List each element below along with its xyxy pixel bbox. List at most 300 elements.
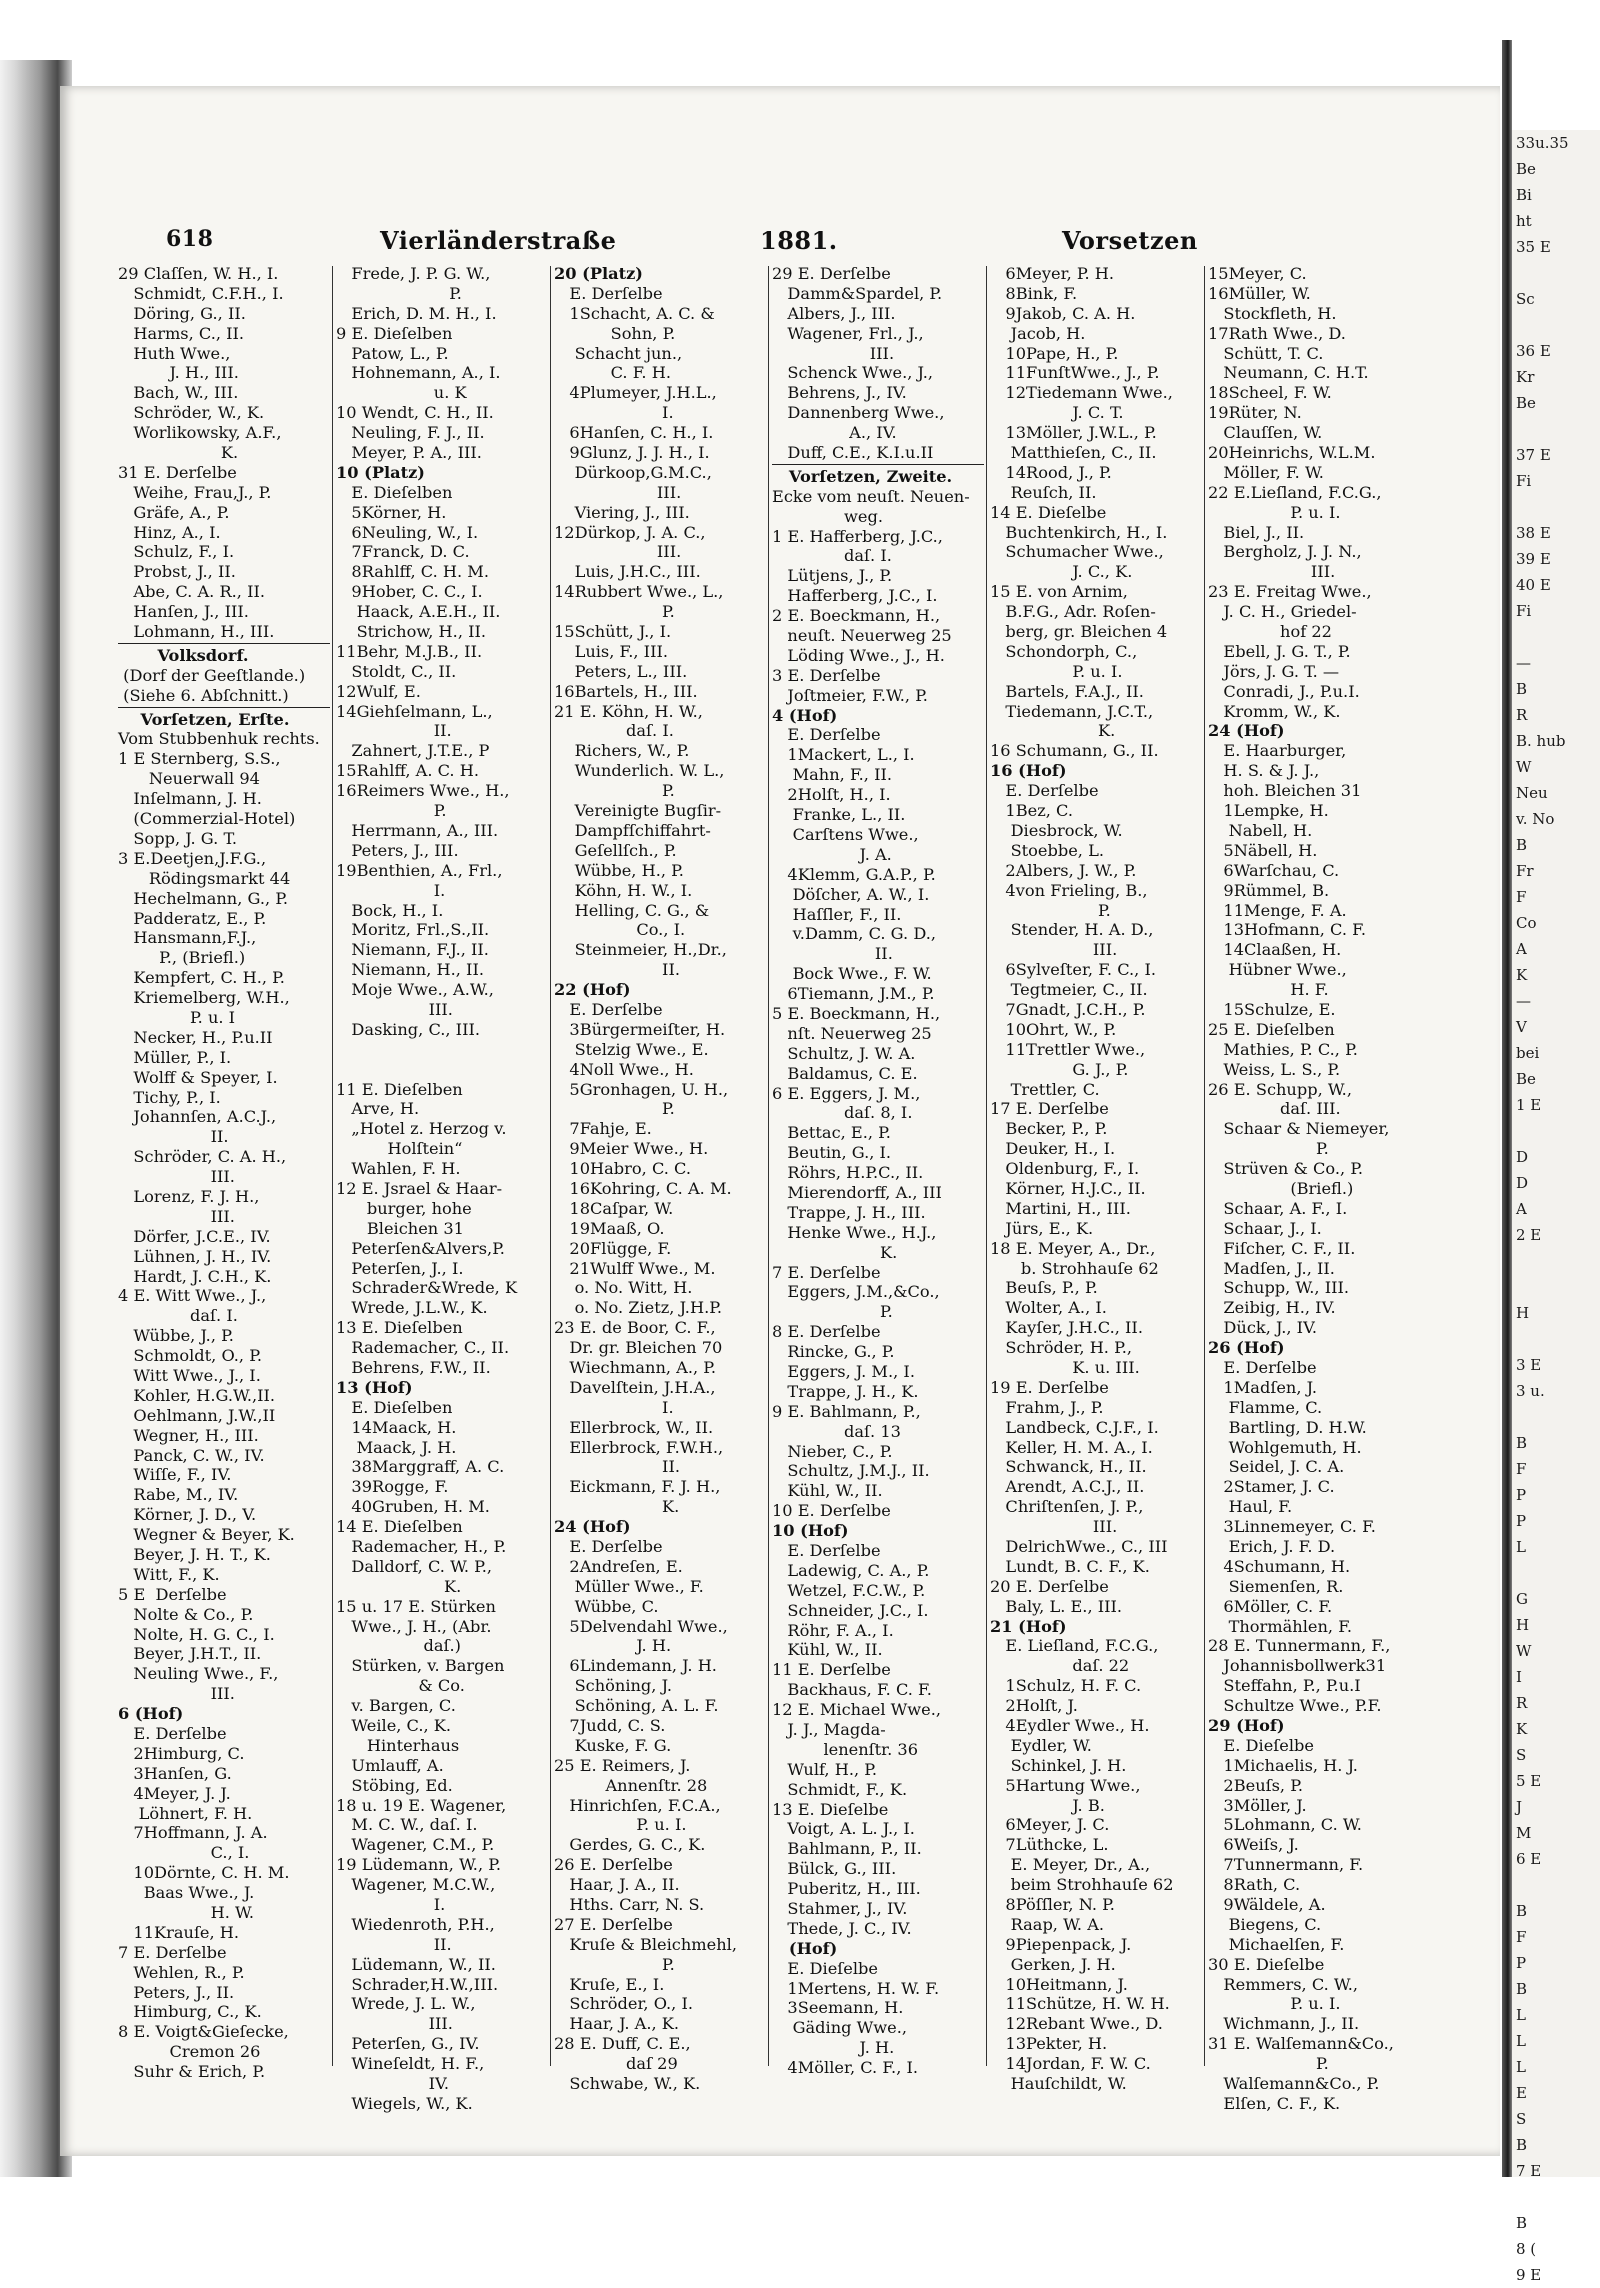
directory-entry: 12Wulf, E.: [336, 681, 421, 701]
directory-entry: II.: [336, 1934, 452, 1954]
directory-entry: P.: [1208, 2054, 1329, 2074]
directory-entry: P. u. I.: [554, 1815, 687, 1835]
directory-entry: Carſtens Wwe.,: [772, 824, 919, 844]
directory-entry: Hübner Wwe.,: [1208, 960, 1347, 980]
directory-entry: Moje Wwe., A.W.,: [336, 980, 494, 1000]
directory-entry: Siemenſen, R.: [1208, 1576, 1344, 1596]
directory-entry: 21 (Hof): [990, 1616, 1067, 1636]
next-page-fragment: 3 E: [1516, 1356, 1542, 1374]
directory-entry: 7Franck, D. C.: [336, 542, 470, 562]
directory-entry: 9 E. Bahlmann, P.,: [772, 1401, 921, 1421]
directory-entry: Chriſtenſen, J. P.,: [990, 1497, 1144, 1517]
next-page-fragment: 37 E: [1516, 446, 1551, 464]
next-page-fragment: B: [1516, 2214, 1528, 2232]
directory-entry: Hansmann,F.J.,: [118, 928, 257, 948]
directory-entry: Mierendorff, A., III: [772, 1182, 942, 1202]
column-2: [336, 264, 548, 2113]
directory-entry: Hanſen, J., III.: [118, 602, 249, 622]
directory-entry: E. Derſelbe: [772, 725, 881, 745]
directory-entry: Bleichen 31: [336, 1218, 464, 1238]
directory-entry: 11Behr, M.J.B., II.: [336, 641, 483, 661]
directory-entry: Albers, J., III.: [772, 303, 896, 323]
directory-entry: 8Rahlff, C. H. M.: [336, 562, 489, 582]
directory-entry: 4 E. Witt Wwe., J.,: [118, 1286, 267, 1306]
directory-entry: Wolff & Speyer, I.: [118, 1067, 278, 1087]
directory-entry: 3 E.Deetjen,J.F.G.,: [118, 848, 267, 868]
directory-entry: 23 E. Freitag Wwe.,: [1208, 582, 1372, 602]
directory-entry: 14 E. Dieſelben: [336, 1517, 463, 1537]
next-page-fragment: D: [1516, 1148, 1529, 1166]
directory-entry: H. S. & J. J.,: [1208, 761, 1320, 781]
directory-entry: Stender, H. A. D.,: [990, 920, 1154, 940]
directory-entry: E. Derſelbe: [1208, 1357, 1317, 1377]
directory-entry: Schupp, W., III.: [1208, 1278, 1350, 1298]
next-page-fragment: Co: [1516, 914, 1537, 932]
directory-entry: Niemann, H., II.: [336, 960, 484, 980]
directory-entry: III.: [118, 1206, 235, 1226]
directory-entry: Suhr & Erich, P.: [118, 2062, 266, 2082]
next-page-fragment: F: [1516, 888, 1527, 906]
directory-entry: 4Eydler Wwe., H.: [990, 1716, 1150, 1736]
directory-entry: 24 (Hof): [554, 1517, 631, 1537]
next-page-fragment: L: [1516, 2006, 1526, 2024]
directory-entry: II.: [554, 1457, 680, 1477]
next-page-fragment: W: [1516, 758, 1532, 776]
directory-entry: Hardt, J. C.H., K.: [118, 1266, 272, 1286]
directory-entry: Beyer, J. H. T., K.: [118, 1545, 271, 1564]
directory-entry: Wunderlich. W. L.,: [554, 761, 725, 781]
directory-entry: Eydler, W.: [990, 1735, 1092, 1755]
directory-entry: 12 E. Michael Wwe.,: [772, 1700, 942, 1720]
directory-entry: Neuerwall 94: [118, 769, 260, 789]
directory-entry: Wagener, Frl., J.,: [772, 323, 924, 343]
column-divider: [332, 266, 333, 2066]
directory-entry: 17Rath Wwe., D.: [1208, 323, 1346, 343]
directory-entry: P.: [554, 602, 675, 622]
directory-entry: berg, gr. Bleichen 4: [990, 622, 1168, 642]
directory-entry: 15Meyer, C.: [1208, 264, 1307, 283]
directory-entry: Damm&Spardel, P.: [772, 283, 943, 303]
directory-entry: Cremon 26: [118, 2042, 261, 2062]
directory-entry: 38Marggraff, A. C.: [336, 1457, 505, 1477]
next-page-fragment: R: [1516, 1694, 1528, 1712]
next-page-fragment: I: [1516, 1668, 1522, 1686]
directory-entry: Rademacher, C., II.: [336, 1338, 510, 1358]
directory-entry: Wegner, H., III.: [118, 1425, 259, 1445]
directory-entry: u. K: [336, 383, 467, 403]
directory-entry: 25 E. Reimers, J.: [554, 1755, 691, 1775]
directory-entry: P. u. I.: [1208, 1994, 1341, 2014]
directory-entry: Peters, L., III.: [554, 661, 688, 681]
directory-entry: Schondorph, C.,: [990, 641, 1138, 661]
next-page-fragment: 6 E: [1516, 1850, 1542, 1868]
directory-entry: I.: [336, 880, 446, 900]
directory-entry: burger, hohe: [336, 1198, 472, 1218]
directory-entry: Mahn, F., II.: [772, 765, 893, 785]
directory-entry: 14Maack, H.: [336, 1417, 457, 1437]
directory-entry: Dalldorf, C. W. P.,: [336, 1556, 493, 1576]
directory-entry: 12Dürkop, J. A. C.,: [554, 522, 706, 542]
directory-entry: Peters, J., II.: [118, 1982, 235, 2002]
directory-entry: Becker, P., P.: [990, 1119, 1108, 1139]
directory-entry: Weihe, Frau,J., P.: [118, 482, 272, 502]
directory-entry: Schwanck, H., II.: [990, 1457, 1147, 1477]
directory-entry: Wahlen, F. H.: [336, 1159, 461, 1179]
directory-entry: Weile, C., K.: [336, 1716, 452, 1736]
directory-entry: 3Hanſen, G.: [118, 1763, 232, 1783]
directory-entry: II.: [336, 721, 452, 741]
directory-entry: 10Heitmann, J.: [990, 1974, 1128, 1994]
directory-entry: 3 E. Derſelbe: [772, 665, 881, 685]
directory-entry: Steffahn, P., P.u.I: [1208, 1676, 1361, 1696]
directory-entry: Stöbing, Ed.: [336, 1775, 453, 1795]
directory-entry: 16 Schumann, G., II.: [990, 741, 1159, 761]
directory-entry: Madſen, J., II.: [1208, 1258, 1335, 1278]
directory-entry: Lüdemann, W., II.: [336, 1954, 496, 1974]
directory-entry: Gäding Wwe.,: [772, 2018, 908, 2038]
directory-entry: J. C. T.: [990, 403, 1124, 423]
directory-entry: Löhnert, F. H.: [118, 1803, 253, 1823]
directory-entry: 1Schulz, H. F. C.: [990, 1676, 1142, 1696]
directory-entry: Schinkel, J. H.: [990, 1755, 1127, 1775]
directory-entry: Baly, L. E., III.: [990, 1596, 1123, 1616]
directory-entry: 13 (Hof): [336, 1377, 413, 1397]
directory-entry: IV.: [336, 2074, 450, 2094]
directory-entry: Döſcher, A. W., I.: [772, 884, 930, 904]
directory-entry: Kruſe, E., I.: [554, 1974, 665, 1994]
directory-entry: 1Mackert, L., I.: [772, 745, 915, 765]
next-page-fragment: —: [1516, 992, 1531, 1010]
directory-entry: Schmidt, C.F.H., I.: [118, 283, 284, 303]
next-page-fragment: —: [1516, 654, 1531, 672]
directory-entry: 20Flügge, F.: [554, 1238, 672, 1258]
directory-entry: 22 (Hof): [554, 980, 631, 1000]
directory-entry: 16 (Hof): [990, 761, 1067, 781]
directory-entry: 11FunſtWwe., J., P.: [990, 363, 1160, 383]
directory-entry: 28 E. Tunnermann, F.,: [1208, 1636, 1391, 1656]
directory-entry: 40Gruben, H. M.: [336, 1497, 490, 1517]
directory-entry: J. B.: [990, 1795, 1105, 1815]
next-page-fragment: [1512, 260, 1600, 286]
directory-entry: Bach, W., III.: [118, 383, 239, 403]
directory-entry: daſ.): [336, 1636, 461, 1656]
directory-entry: M. C. W., daſ. I.: [336, 1815, 478, 1835]
directory-entry: 4Meyer, J. J.: [118, 1783, 231, 1803]
directory-entry: Deuker, H., I.: [990, 1139, 1116, 1159]
directory-entry: 5Körner, H.: [336, 502, 447, 522]
directory-entry: E. Derſelbe: [118, 1724, 227, 1744]
section-rule: [118, 643, 330, 644]
directory-entry: III.: [990, 940, 1118, 960]
directory-entry: 4Möller, C. F., I.: [772, 2058, 919, 2078]
directory-entry: K.: [772, 1242, 898, 1262]
directory-entry: E. Dieſelbe: [1208, 1735, 1314, 1755]
directory-entry: Nabell, H.: [1208, 820, 1313, 840]
column-divider: [986, 266, 987, 2066]
directory-entry: 14Claaßen, H.: [1208, 940, 1342, 960]
directory-entry: daſ. 13: [772, 1421, 901, 1441]
directory-entry: 14Jordan, F. W. C.: [990, 2054, 1151, 2074]
next-page-fragment: Sc: [1516, 290, 1535, 308]
next-page-fragment: P: [1516, 1512, 1527, 1530]
directory-entry: 9Piepenpack, J.: [990, 1934, 1132, 1954]
directory-entry: 10 Wendt, C. H., II.: [336, 403, 494, 423]
directory-entry: Weiss, L. S., P.: [1208, 1059, 1341, 1079]
directory-entry: daſ. III.: [1208, 1099, 1341, 1119]
directory-entry: 1Lempke, H.: [1208, 801, 1329, 821]
next-page-fragment: L: [1516, 1538, 1526, 1556]
directory-entry: (Briefl.): [1208, 1178, 1354, 1198]
directory-entry: E. Derſelbe: [554, 283, 663, 303]
directory-entry: Haack, A.E.H., II.: [336, 602, 501, 622]
directory-entry: Padderatz, E., P.: [118, 908, 267, 928]
directory-entry: 1Bez, C.: [990, 801, 1073, 821]
directory-entry: 9Rümmel, B.: [1208, 880, 1330, 900]
directory-entry: Müller, P., I.: [118, 1047, 232, 1067]
directory-entry: 26 E. Derſelbe: [554, 1855, 673, 1875]
directory-entry: 29 Claſſen, W. H., I.: [118, 264, 279, 283]
directory-entry: Wulf, H., P.: [772, 1759, 878, 1779]
directory-entry: Erich, J. F. D.: [1208, 1537, 1336, 1556]
directory-entry: Steinmeier, H.,Dr.,: [554, 940, 727, 960]
directory-entry: 29 (Hof): [1208, 1716, 1285, 1736]
directory-entry: Lohmann, H., III.: [118, 622, 275, 642]
next-page-fragment: L: [1516, 2032, 1526, 2050]
directory-entry: Schöning, A. L. F.: [554, 1696, 719, 1716]
directory-entry: 1 E Sternberg, S.S.,: [118, 749, 281, 769]
directory-entry: J. H., III.: [118, 363, 239, 383]
directory-entry: 26 E. Schupp, W.,: [1208, 1079, 1352, 1099]
directory-entry: C. F. H.: [554, 363, 671, 383]
next-page-fragment: [1512, 1404, 1600, 1430]
directory-entry: P.: [554, 1954, 675, 1974]
directory-entry: 31 E. Walſemann&Co.,: [1208, 2034, 1394, 2054]
directory-entry: beim Strohhauſe 62: [990, 1875, 1174, 1895]
column-divider: [768, 266, 769, 2066]
directory-entry: Schacht jun.,: [554, 343, 683, 363]
directory-page: [60, 86, 1500, 2156]
directory-entry: Lorenz, F. J. H.,: [118, 1186, 260, 1206]
directory-entry: Bahlmann, P., II.: [772, 1839, 922, 1859]
directory-entry: Moritz, Frl.,S.,II.: [336, 920, 490, 940]
directory-entry: Wwe., J. H., (Abr.: [336, 1616, 492, 1636]
directory-entry: 19 E. Derſelbe: [990, 1377, 1109, 1397]
directory-entry: 10 (Hof): [772, 1521, 849, 1541]
directory-entry: Schröder, H. P.,: [990, 1338, 1133, 1358]
directory-entry: Rincke, G., P.: [772, 1342, 895, 1362]
directory-entry: 9Wäldele, A.: [1208, 1895, 1326, 1915]
directory-entry: Thormählen, F.: [1208, 1616, 1353, 1636]
directory-entry: hoh. Bleichen 31: [1208, 781, 1362, 801]
directory-entry: Puberitz, H., III.: [772, 1879, 921, 1899]
directory-entry: 11 E. Derſelbe: [772, 1660, 891, 1680]
directory-entry: Vorſetzen, Zweite.: [772, 466, 953, 486]
directory-entry: Kempfert, C. H., P.: [118, 968, 285, 988]
directory-entry: daſ. I.: [554, 721, 674, 741]
next-page-fragment: 2 E: [1516, 1226, 1542, 1244]
directory-entry: I.: [554, 1397, 674, 1417]
directory-entry: Davelſtein, J.H.A.,: [554, 1377, 716, 1397]
directory-entry: Wagener, M.C.W.,: [336, 1875, 496, 1895]
directory-entry: Dück, J., IV.: [1208, 1318, 1318, 1338]
directory-entry: 1Mertens, H. W. F.: [772, 1978, 940, 1998]
directory-entry: Schöning, J.: [554, 1676, 672, 1696]
next-page-fragment: Fi: [1516, 472, 1532, 490]
next-page-fragment: 9 E: [1516, 2266, 1542, 2284]
directory-entry: nſt. Neuerweg 25: [772, 1023, 932, 1043]
directory-entry: 3Seemann, H.: [772, 1998, 904, 2018]
directory-entry: Hinterhaus: [336, 1735, 460, 1755]
directory-entry: Keller, H. M. A., I.: [990, 1437, 1153, 1457]
directory-entry: Schaar & Niemeyer,: [1208, 1119, 1390, 1139]
directory-entry: H. W.: [118, 1903, 254, 1923]
directory-entry: 4von Frieling, B.,: [990, 880, 1148, 900]
directory-entry: P., (Briefl.): [118, 948, 246, 968]
directory-entry: (Commerzial-Hotel): [118, 809, 296, 829]
directory-entry: 18Caſpar, W.: [554, 1198, 674, 1218]
directory-entry: C., I.: [118, 1843, 250, 1863]
directory-entry: 7 E. Derſelbe: [772, 1262, 881, 1282]
directory-entry: Haar, J. A., K.: [554, 2014, 679, 2034]
directory-entry: Stoebbe, L.: [990, 840, 1104, 860]
directory-entry: 2Albers, J. W., P.: [990, 860, 1137, 880]
directory-entry: Vom Stubbenhuk rechts.: [118, 729, 320, 749]
next-page-fragment: R: [1516, 706, 1528, 724]
directory-entry: Wübbe, H., P.: [554, 860, 684, 880]
next-page-fragment: [1512, 1118, 1600, 1144]
directory-entry: Schultz, J.M.J., II.: [772, 1461, 930, 1481]
directory-entry: Lühnen, J. H., IV.: [118, 1246, 272, 1266]
directory-entry: Schumacher Wwe.,: [990, 542, 1164, 562]
next-page-fragment: 3 u.: [1516, 1382, 1545, 1400]
book-gutter: [1502, 40, 1512, 2177]
directory-entry: 16Bartels, H., III.: [554, 681, 698, 701]
next-page-fragment: ht: [1516, 212, 1532, 230]
directory-entry: Bartels, F.A.J., II.: [990, 681, 1144, 701]
directory-entry: 27 E. Derſelbe: [554, 1914, 673, 1934]
directory-entry: 31 E. Derſelbe: [118, 462, 237, 482]
directory-entry: 6 (Hof): [118, 1704, 184, 1724]
directory-entry: K.: [554, 1497, 680, 1517]
directory-entry: 1 E. Hafferberg, J.C.,: [772, 526, 943, 546]
directory-entry: Joſtmeier, F.W., P.: [772, 685, 928, 705]
directory-entry: K.: [990, 721, 1116, 741]
directory-entry: Peters, J., III.: [336, 840, 459, 860]
directory-entry: 2Himburg, C.: [118, 1743, 245, 1763]
directory-entry: Johannſen, A.C.J.,: [118, 1107, 277, 1127]
directory-entry: E. Dieſelben: [336, 1397, 453, 1417]
next-page-fragment: P: [1516, 1954, 1527, 1972]
next-page-fragment: Be: [1516, 160, 1536, 178]
directory-entry: Nolte & Co., P.: [118, 1604, 254, 1624]
directory-entry: P.: [990, 900, 1111, 920]
next-page-fragment: G: [1516, 1590, 1528, 1608]
directory-entry: Panck, C. W., IV.: [118, 1445, 265, 1465]
directory-entry: Necker, H., P.u.II: [118, 1027, 273, 1047]
directory-entry: Strüven & Co., P.: [1208, 1159, 1364, 1179]
directory-entry: B.F.G., Adr. Roſen-: [990, 602, 1156, 622]
directory-entry: Kohler, H.G.W.,II.: [118, 1385, 276, 1405]
directory-entry: 11 E. Dieſelben: [336, 1079, 463, 1099]
directory-entry: 7Judd, C. S.: [554, 1716, 666, 1736]
directory-entry: Viering, J., III.: [554, 502, 690, 522]
directory-entry: 8 E. Voigt&Gieſecke,: [118, 2022, 289, 2042]
directory-entry: Frede, J. P. G. W.,: [336, 264, 491, 283]
directory-entry: Schenck Wwe., J.,: [772, 363, 934, 383]
directory-entry: Dasking, C., III.: [336, 1019, 481, 1039]
directory-entry: [336, 1040, 548, 1060]
directory-entry: 18 E. Meyer, A., Dr.,: [990, 1238, 1156, 1258]
directory-entry: 1Madſen, J.: [1208, 1377, 1317, 1397]
directory-entry: K.: [118, 443, 239, 463]
directory-entry: 3Möller, J.: [1208, 1795, 1307, 1815]
directory-entry: Schaar, A. F., I.: [1208, 1198, 1348, 1218]
directory-entry: 2Holſt, H., I.: [772, 785, 891, 805]
directory-entry: (Hof): [772, 1938, 838, 1958]
directory-entry: lenenſtr. 36: [772, 1739, 918, 1759]
directory-entry: 6Meyer, P. H.: [990, 264, 1115, 283]
section-rule: [118, 707, 330, 708]
directory-entry: 15Schütt, J., I.: [554, 622, 672, 642]
directory-entry: 24 (Hof): [1208, 721, 1285, 741]
directory-entry: 6Möller, C. F.: [1208, 1596, 1333, 1616]
directory-entry: 7Fahje, E.: [554, 1119, 652, 1139]
directory-entry: Beyer, J.H.T., II.: [118, 1644, 262, 1664]
next-page-fragment: S: [1516, 2110, 1527, 2128]
next-page-fragment: [1512, 1560, 1600, 1586]
directory-entry: Maack, J. H.: [336, 1437, 457, 1457]
directory-entry: & Co.: [336, 1676, 465, 1696]
directory-entry: 5Delvendahl Wwe.,: [554, 1616, 728, 1636]
directory-entry: Wübbe, J., P.: [118, 1326, 234, 1346]
directory-entry: Umlauff, A.: [336, 1755, 444, 1775]
directory-entry: daſ. I.: [772, 546, 892, 566]
directory-entry: Annenſtr. 28: [554, 1775, 708, 1795]
next-page-fragment: 33u.35: [1516, 134, 1569, 152]
directory-entry: Zahnert, J.T.E., P: [336, 741, 490, 761]
next-page-fragment: 35 E: [1516, 238, 1551, 256]
directory-entry: 26 (Hof): [1208, 1338, 1285, 1358]
directory-entry: Sopp, J. G. T.: [118, 828, 238, 848]
directory-entry: 15 u. 17 E. Stürken: [336, 1596, 496, 1616]
next-page-fragment: Be: [1516, 394, 1536, 412]
next-page-fragment: 5 E: [1516, 1772, 1542, 1790]
next-page-fragment: J: [1516, 1798, 1523, 1816]
directory-entry: Hohnemann, A., I.: [336, 363, 501, 383]
directory-entry: (Dorf der Geeſtlande.): [118, 665, 306, 685]
directory-entry: 6Meyer, J. C.: [990, 1815, 1110, 1835]
directory-entry: Richers, W., P.: [554, 741, 690, 761]
directory-entry: Dr. gr. Bleichen 70: [554, 1338, 723, 1358]
left-running-title: Vierländerstraße: [380, 226, 617, 255]
next-page-fragment: [1512, 1248, 1600, 1274]
directory-entry: Wrede, J. L. W.,: [336, 1994, 476, 2014]
directory-entry: J. H.: [772, 2038, 895, 2058]
directory-entry: Voigt, A. L. J., I.: [772, 1819, 915, 1839]
next-page-fragment: A: [1516, 940, 1527, 958]
directory-entry: 8Rath, C.: [1208, 1875, 1301, 1895]
directory-entry: 21 E. Köhn, H. W.,: [554, 701, 703, 721]
directory-entry: 5Hartung Wwe.,: [990, 1775, 1141, 1795]
directory-entry: Schütt, T. C.: [1208, 343, 1324, 363]
next-page-fragment: B: [1516, 1434, 1528, 1452]
next-page-fragment: 1 E: [1516, 1096, 1542, 1114]
directory-entry: Dampfſchiffahrt-: [554, 820, 711, 840]
directory-entry: Peterſen&Alvers,P.: [336, 1238, 505, 1258]
directory-entry: Hafferberg, J.C., I.: [772, 586, 938, 606]
directory-entry: Baas Wwe., J.: [118, 1883, 255, 1903]
directory-entry: Wetzel, F.C.W., P.: [772, 1580, 926, 1600]
